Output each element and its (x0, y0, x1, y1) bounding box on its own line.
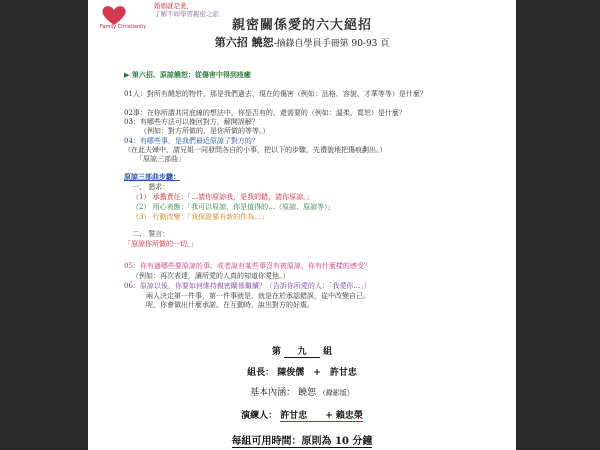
question-06-note: 兩人決定第一件事，第一件事就是，就是在於承認錯誤，從中改變自己。 (146, 292, 370, 300)
subtitle-source: -摘錄自學員手冊第 90-93 頁 (273, 39, 390, 49)
group-number: 九 (284, 344, 320, 358)
question-06: 06：原諒以後，你要如何維持親密關係繼續？（告訴你所愛的人：「我愛你…」） (124, 282, 371, 290)
question-01: 01人：對所有饒恕的物件，那是我們過去、現在的傷害（例如：品格、容貌、才華等等）是什麼？ (124, 90, 427, 98)
header-note-line1: 婚姻就是愛， (154, 2, 193, 10)
question-04: 04：有哪些事，是我們最近原諒了對方的？ (124, 137, 259, 145)
performer-label: 演練人： (241, 411, 278, 421)
step-label-1: 一、 懇求： (132, 183, 170, 191)
question-04-note2: 「原諒三部曲」 (136, 155, 185, 163)
content-label: 基本內涵： (250, 388, 296, 398)
time-text: 每組可用時間：原則為 10 分鐘 (232, 432, 373, 448)
leader-row (88, 365, 516, 378)
question-03: 03：有哪些方法可以挽回對方，解開誤解？ (124, 118, 259, 126)
question-02: 02事：在你所謂共同底線的想法中，你是否有的、還需要的（例如：溫柔、寬恕）是什麼？ (124, 109, 406, 117)
header-note-line2: 了解不如學習親密之旅 (154, 10, 219, 18)
section-heading (124, 70, 251, 79)
leader-names: 陳俊儒 + 許甘忠 (277, 368, 357, 378)
group-suffix: 組 (323, 347, 333, 357)
subtitle-main: 第六招 饒恕 (214, 36, 274, 49)
question-03-note: （例如：對方所做的，是你所做的等等。） (140, 127, 270, 135)
step-2: （2） 用心表態：「我可以原諒，你是值得的…（原諒、原諒等）」 (132, 203, 335, 211)
document-page (88, 0, 516, 450)
leader-label: 組長： (247, 368, 275, 378)
content-row (88, 385, 516, 398)
question-05-note: （例如：再次表達，讓所愛的人真的知道你愛他。） (132, 272, 290, 280)
group-number-row (88, 344, 516, 358)
page-title: 親密關係愛的六大絕招 (231, 18, 372, 33)
vow-text: 「原諒你所做的一切。」 (124, 240, 198, 248)
logo-caption: Family Christianity (100, 24, 147, 30)
group-prefix: 第 (271, 347, 281, 357)
performer-names: 許甘忠 + 賴忠榮 (280, 408, 363, 422)
page-subtitle (88, 34, 516, 50)
question-04-note: （在此夫婦中，請兄姐一同發問各自的小事，把以下的步驟，先禮貌地把傷痕劃出。） (124, 146, 387, 154)
content-value: 饒恕 (298, 388, 317, 398)
section-heading-text: ▶ 第六招、原諒饒恕：從傷害中得到痊癒 (124, 70, 251, 79)
question-05: 05：你有過哪些要原諒的事、或者說有某些事沒有被原諒、你有什麼樣的感受？ (124, 262, 371, 270)
content-note: （錄影版） (318, 389, 354, 397)
question-06-note2: 呢，你會做出什麼承諾。在互動時，說出對方的好處。 (146, 301, 314, 309)
performer-row (88, 408, 516, 422)
step-1: （1） 承擔責任：「…請你原諒我，是我的錯，請你原諒。」 (132, 193, 314, 201)
time-row (88, 432, 516, 448)
step-3: （3） 行動改變：「我保證要有新的作為…」 (132, 213, 269, 221)
step-label-2: 二、 誓言： (132, 230, 170, 238)
steps-title: 原諒三部曲步驟： (124, 172, 180, 181)
